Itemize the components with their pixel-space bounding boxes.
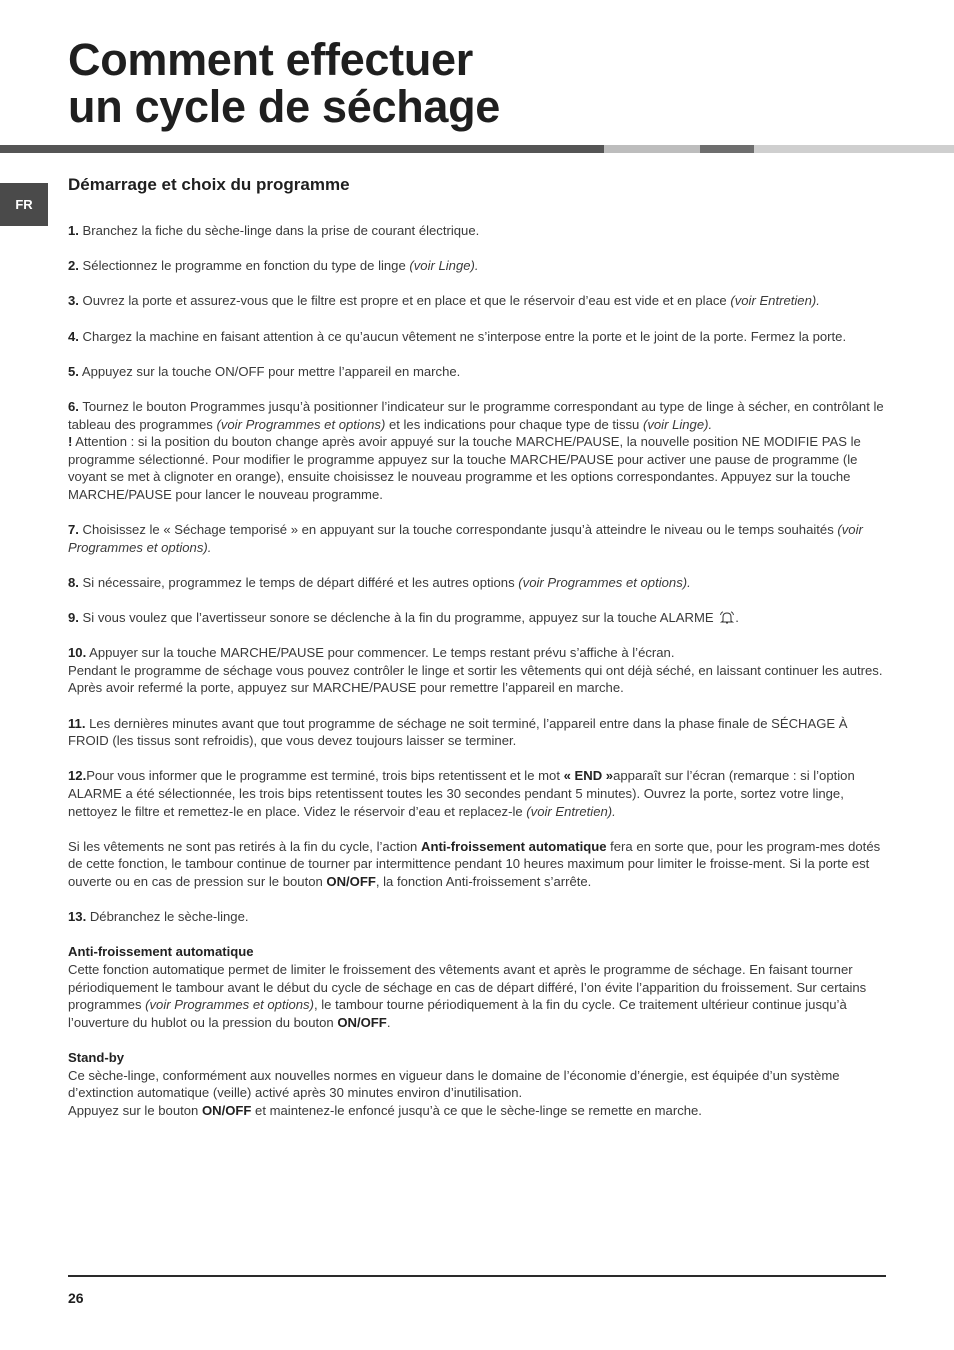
step-number: 2.: [68, 258, 79, 274]
cross-reference: (voir Programmes et options): [216, 416, 386, 432]
cross-reference: (voir Programmes et options).: [68, 522, 863, 555]
step-4: 4. Chargez la machine en faisant attention à ce qu’aucun vêtement ne s’interpose entre la porte et le joint de la porte. Fermez la porte.: [68, 328, 847, 344]
header-bar-segment-1: [0, 145, 604, 153]
step-3: 3. Ouvrez la porte et assurez-vous que le filtre est propre et en place et que le réservoir d’eau est vide et en place (voir Entretien).: [68, 293, 820, 309]
step-13: 13. Débranchez le sèche-linge.: [68, 909, 249, 925]
language-tab: FR: [0, 183, 48, 226]
step-number: 4.: [68, 328, 79, 344]
page-title-line-1: Comment effectuer: [68, 34, 473, 85]
step-number: 9.: [68, 610, 79, 626]
step-number: 7.: [68, 522, 79, 538]
anti-froissement-note: Si les vêtements ne sont pas retirés à la fin du cycle, l’action Anti-froissement automatique fera en sorte que, pour les program-mes dotés de cette fonction, le tambour continue de tourner par intermittence pendant 10 heures maximum pour limiter le froisse-ment. Si la porte est ouverte ou en cas de pression sur le bouton ON/OFF, la fonction Anti-froissement s’arrête.: [68, 838, 881, 889]
step-8: 8. Si nécessaire, programmez le temps de départ différé et les autres options (voir Programmes et options).: [68, 574, 691, 590]
end-display-word: « END »: [563, 768, 614, 784]
header-bar-segment-2: [604, 145, 700, 153]
step-10: 10. Appuyer sur la touche MARCHE/PAUSE pour commencer. Le temps restant prévu s’affiche à l’écran. Pendant le programme de séchage vous pouvez contrôler le linge et sortir les vêtements qui ont déjà séché, en laissant continuer les autres. Après avoir refermé la porte, appuyez sur MARCHE/PAUSE pour remettre l’appareil en marche.: [68, 645, 883, 696]
anti-froissement-section: Anti-froissement automatique Cette fonction automatique permet de limiter le froissement des vêtements avant et après le programme de séchage. En faisant tourner périodiquement le tambour avant le début du cycle de séchage en cas de départ différé, l’on évite l’apparition du froissement. Sur certains programmes (voir Programmes et options), le tambour tourne périodiquement à la fin du cycle. Ce traitement ultérieur continue jusqu’à l’ouverture du hublot ou la pression du bouton ON/OFF.: [68, 943, 888, 1031]
step-number: 8.: [68, 574, 79, 590]
step-7: 7. Choisissez le « Séchage temporisé » en appuyant sur la touche correspondante jusqu’à atteindre le niveau ou le temps souhaités (voir Programmes et options).: [68, 522, 863, 555]
step-6: 6. Tournez le bouton Programmes jusqu’à positionner l’indicateur sur le programme correspondant au type de linge à sécher, en contrôlant le tableau des programmes (voir Programmes et options) et les indications pour chaque type de tissu (voir Linge). ! Attention : si la position du bouton change après avoir appuyé sur la touche MARCHE/PAUSE, la nouvelle position NE MODIFIE PAS le programme sélectionné. Pour modifier le programme appuyez sur la touche MARCHE/PAUSE pour activer une pause de programme (le voyant se met à clignoter en orange), ensuite choisissez le nouveau programme et les options correspondantes. Appuyez sur la touche MARCHE/PAUSE pour lancer le nouveau programme.: [68, 398, 884, 502]
instructions-body: [68, 222, 888, 1119]
step-5: 5. Appuyez sur la touche ON/OFF pour mettre l’appareil en marche.: [68, 363, 461, 379]
step-number: 10.: [68, 645, 87, 661]
warning-text: Attention : si la position du bouton change après avoir appuyé sur la touche MARCHE/PAUSE, la nouvelle position NE MODIFIE PAS le programme sélectionné. Pour modifier le programme appuyez sur la touche MARCHE/PAUSE pour activer une pause de programme (le voyant se met à clignoter en orange), ensuite choisissez le nouveau programme et les options correspondantes. Appuyez sur la touche MARCHE/PAUSE pour lancer le nouveau programme.: [68, 434, 861, 502]
step-11: 11. Les dernières minutes avant que tout programme de séchage ne soit terminé, l’appareil entre dans la phase finale de SÉCHAGE À FROID (les tissus sont refroidis), que vous devez toujours laisser se terminer.: [68, 715, 848, 749]
header-bar-segment-3: [700, 145, 754, 153]
warning-mark: !: [68, 434, 73, 450]
anti-froissement-heading: Anti-froissement automatique: [68, 944, 254, 960]
step-number: 11.: [68, 715, 86, 731]
section-heading: Démarrage et choix du programme: [68, 175, 350, 194]
cross-reference: (voir Linge).: [409, 258, 479, 274]
page-number: 26: [68, 1290, 84, 1306]
standby-heading: Stand-by: [68, 1049, 125, 1065]
step-9: 9. Si vous voulez que l’avertisseur sonore se déclenche à la fin du programme, appuyez sur la touche ALARME .: [68, 610, 739, 626]
step-number: 3.: [68, 293, 79, 309]
step-1: 1. Branchez la fiche du sèche-linge dans la prise de courant électrique.: [68, 223, 480, 238]
step-number: 13.: [68, 909, 87, 925]
standby-section: Stand-by Ce sèche-linge, conformément aux nouvelles normes en vigueur dans le domaine de l’économie d’énergie, est équipée d’un système d’extinction automatique (veille) activé après 30 minutes environ d’inutilisation. Appuyez sur le bouton ON/OFF et maintenez-le enfoncé jusqu’à ce que le sèche-linge se remette en marche.: [68, 1049, 888, 1119]
step-number: 1.: [68, 223, 79, 238]
step-2: 2. Sélectionnez le programme en fonction du type de linge (voir Linge).: [68, 258, 479, 274]
step-number: 12.: [68, 768, 87, 784]
cross-reference: (voir Programmes et options).: [518, 574, 691, 590]
footer-rule: [68, 1275, 886, 1277]
cross-reference: (voir Entretien).: [730, 293, 820, 309]
header-bar-segment-4: [754, 145, 954, 153]
page-title: [68, 36, 500, 130]
cross-reference: (voir Entretien).: [526, 803, 616, 819]
step-number: 5.: [68, 363, 79, 379]
cross-reference: (voir Programmes et options): [145, 997, 314, 1013]
page-title-line-2: un cycle de séchage: [68, 81, 501, 132]
bell-icon: [719, 611, 735, 624]
step-12: 12.Pour vous informer que le programme est terminé, trois bips retentissent et le mot « END »apparaît sur l’écran (remarque : si l’option ALARME a été sélectionnée, les trois bips retentissent toutes les 30 secondes pendant 5 minutes). Ouvrez la porte, sortez votre linge, nettoyez le filtre et remettez-le en place. Videz le réservoir d’eau et replacez-le (voir Entretien).: [68, 768, 855, 819]
step-number: 6.: [68, 398, 79, 414]
cross-reference: (voir Linge).: [642, 416, 713, 432]
